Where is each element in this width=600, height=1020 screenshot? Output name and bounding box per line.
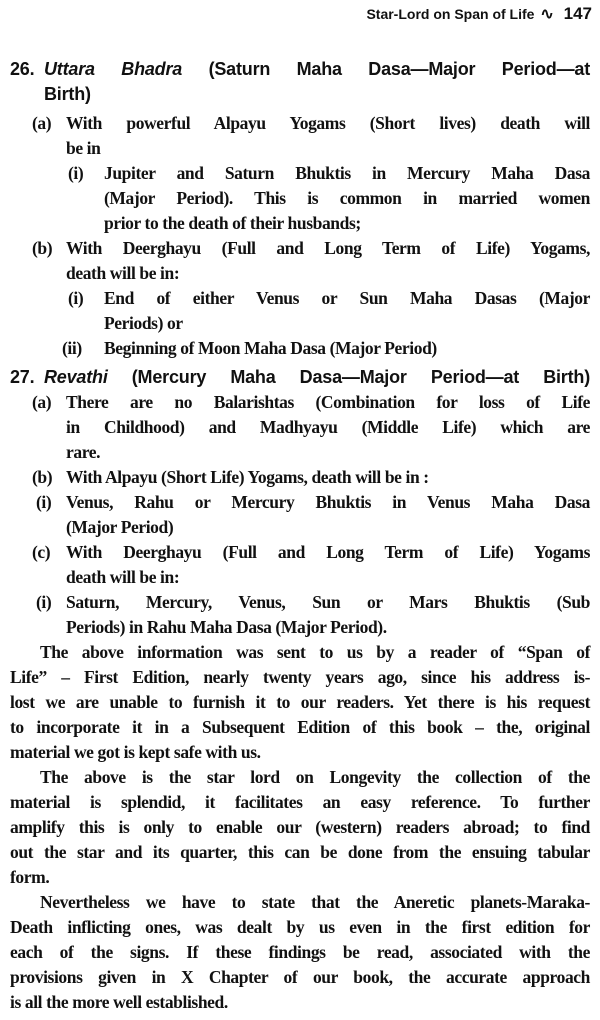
list-item xyxy=(0,415,600,440)
text-line: The above information was sent to us by a reader of “Span of xyxy=(40,642,590,662)
paragraph-line xyxy=(0,790,600,815)
item-label: (b) xyxy=(32,467,53,487)
heading-rest: (Saturn Maha Dasa—Major Period—at xyxy=(208,59,590,79)
text-line: form. xyxy=(10,867,50,887)
list-item xyxy=(0,540,600,565)
paragraph-line xyxy=(0,940,600,965)
paragraph-line xyxy=(0,690,600,715)
item-text: rare. xyxy=(66,442,101,462)
running-header xyxy=(366,2,592,26)
heading-rest: Birth) xyxy=(44,84,91,104)
item-text: With Deerghayu (Full and Long Term of Life) Yogams, xyxy=(66,238,590,258)
text-line: Death inflicting ones, was dealt by us even in the first edition for xyxy=(10,917,590,937)
item-text: With Alpayu (Short Life) Yogams, death will be in : xyxy=(66,467,429,487)
item-text: With powerful Alpayu Yogams (Short lives) death will xyxy=(66,113,590,133)
item-label: (b) xyxy=(32,238,53,258)
item-label: (ii) xyxy=(62,338,82,358)
paragraph-line xyxy=(0,990,600,1015)
paragraph-line xyxy=(0,640,600,665)
text-line: The above is the star lord on Longevity the collection of the xyxy=(40,767,590,787)
text-line: material we got is kept safe with us. xyxy=(10,742,261,762)
list-item xyxy=(0,136,600,161)
heading-rest: (Mercury Maha Dasa—Major Period—at Birth) xyxy=(131,367,590,387)
item-text: prior to the death of their husbands; xyxy=(104,213,361,233)
text-line: lost we are unable to furnish it to our readers. Yet there is his request xyxy=(10,692,590,712)
item-text: be in xyxy=(66,138,101,158)
item-text: Periods) in Rahu Maha Dasa (Major Period). xyxy=(66,617,387,637)
item-text: With Deerghayu (Full and Long Term of Life) Yogams xyxy=(66,542,590,562)
paragraph-line xyxy=(0,815,600,840)
section-number: 27. xyxy=(10,367,35,387)
item-label: (i) xyxy=(68,163,84,183)
ornament-icon: ∿ xyxy=(540,6,554,23)
item-text: (Major Period) xyxy=(66,517,174,537)
list-item xyxy=(0,336,600,361)
item-label: (i) xyxy=(36,592,52,612)
paragraph-line xyxy=(0,915,600,940)
item-text: Saturn, Mercury, Venus, Sun or Mars Bhuktis (Sub xyxy=(66,592,590,612)
paragraph-line xyxy=(0,865,600,890)
list-item xyxy=(0,615,600,640)
star-name: Revathi xyxy=(44,367,108,387)
text-line: to incorporate it in a Subsequent Edition of this book – the, original xyxy=(10,717,590,737)
text-line: is all the more well established. xyxy=(10,992,228,1012)
item-text: Periods) or xyxy=(104,313,183,333)
list-item xyxy=(0,211,600,236)
list-item xyxy=(0,311,600,336)
paragraph-line xyxy=(0,740,600,765)
list-item xyxy=(0,161,600,186)
section-number: 26. xyxy=(10,59,35,79)
list-item xyxy=(0,565,600,590)
paragraph-line xyxy=(0,665,600,690)
paragraph-line xyxy=(0,765,600,790)
item-text: death will be in: xyxy=(66,567,180,587)
text-line: Life” – First Edition, nearly twenty years ago, since his address is- xyxy=(10,667,590,687)
item-text: Venus, Rahu or Mercury Bhuktis in Venus Maha Dasa xyxy=(66,492,590,512)
heading-text xyxy=(44,57,590,82)
item-text: in Childhood) and Madhyayu (Middle Life) which are xyxy=(66,417,590,437)
item-label: (a) xyxy=(32,392,52,412)
list-item xyxy=(0,440,600,465)
page-number: 147 xyxy=(563,4,592,23)
text-line: provisions given in X Chapter of our book, the accurate approach xyxy=(10,967,590,987)
item-text: Beginning of Moon Maha Dasa (Major Period) xyxy=(104,338,437,358)
running-title: Star-Lord on Span of Life xyxy=(366,6,535,22)
list-item xyxy=(0,236,600,261)
list-item xyxy=(0,590,600,615)
item-label: (a) xyxy=(32,113,52,133)
item-label: (i) xyxy=(36,492,52,512)
list-item xyxy=(0,490,600,515)
paragraph-line xyxy=(0,840,600,865)
paragraph-line xyxy=(0,890,600,915)
text-line: Nevertheless we have to state that the Aneretic planets-Maraka- xyxy=(40,892,590,912)
page-body xyxy=(0,57,600,1015)
item-label: (c) xyxy=(32,542,51,562)
heading-text xyxy=(44,365,590,390)
item-text: End of either Venus or Sun Maha Dasas (Major xyxy=(104,288,590,308)
item-text: Jupiter and Saturn Bhuktis in Mercury Maha Dasa xyxy=(104,163,590,183)
item-text: (Major Period). This is common in married women xyxy=(104,188,590,208)
list-item xyxy=(0,186,600,211)
section-heading-26 xyxy=(0,57,600,82)
text-line: amplify this is only to enable our (western) readers abroad; to find xyxy=(10,817,590,837)
text-line: each of the signs. If these findings be read, associated with the xyxy=(10,942,590,962)
paragraph-line xyxy=(0,965,600,990)
item-label: (i) xyxy=(68,288,84,308)
list-item xyxy=(0,111,600,136)
text-line: out the star and its quarter, this can be done from the ensuing tabular xyxy=(10,842,590,862)
section-heading-27 xyxy=(0,365,600,390)
section-heading-26-cont xyxy=(0,82,600,107)
item-text: There are no Balarishtas (Combination for loss of Life xyxy=(66,392,590,412)
list-item xyxy=(0,465,600,490)
item-text: death will be in: xyxy=(66,263,180,283)
text-line: material is splendid, it facilitates an easy reference. To further xyxy=(10,792,590,812)
paragraph-line xyxy=(0,715,600,740)
list-item xyxy=(0,390,600,415)
list-item xyxy=(0,515,600,540)
list-item xyxy=(0,286,600,311)
star-name: Uttara Bhadra xyxy=(44,59,183,79)
list-item xyxy=(0,261,600,286)
